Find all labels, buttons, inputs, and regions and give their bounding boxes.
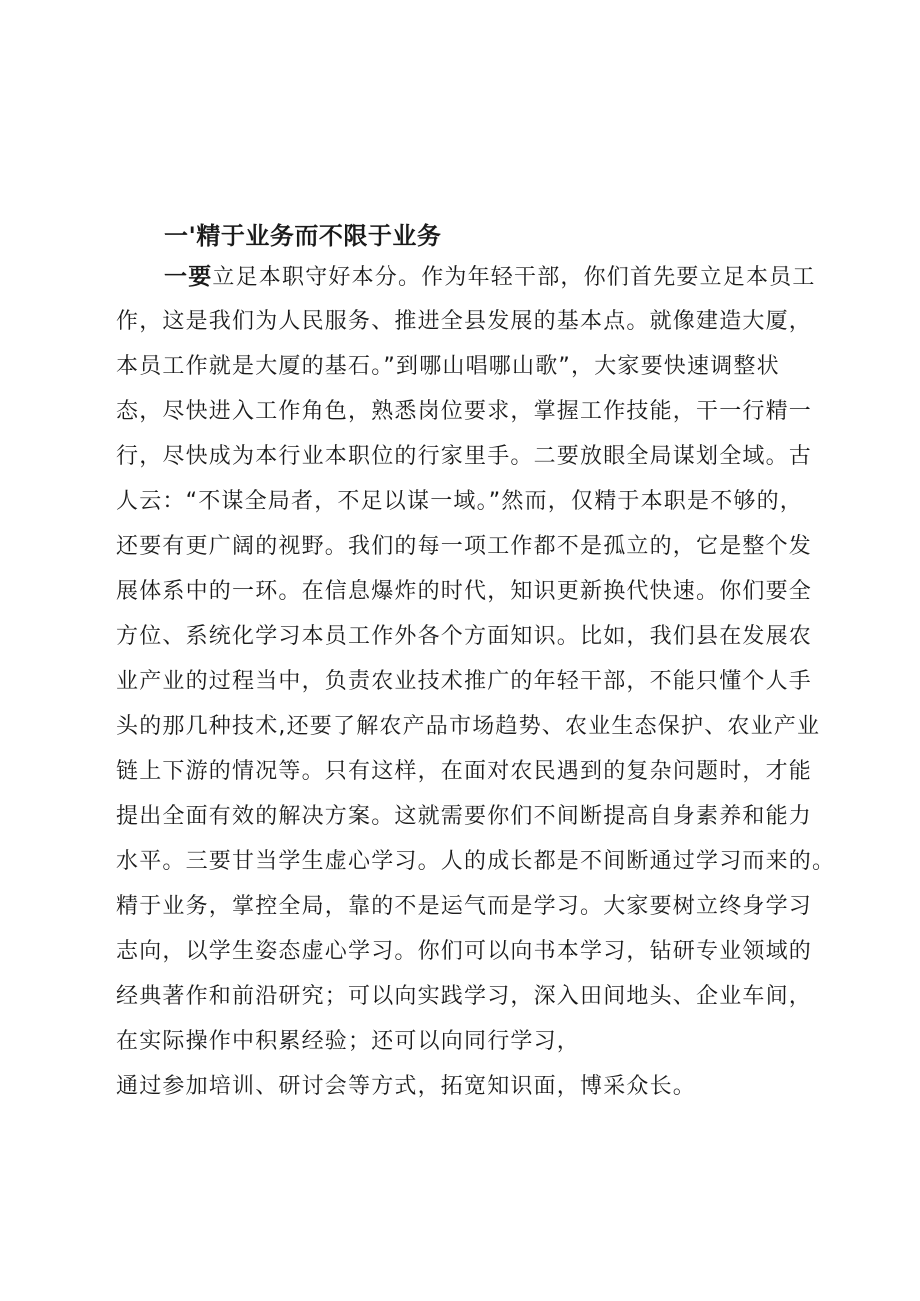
paragraph-line: 链上下游的情况等。只有这样，在面对农民遇到的复杂问题时，才能 (116, 759, 813, 784)
paragraph-line: 本员工作就是大厦的基石。”到哪山唱哪山歌”，大家要快速调整状 (116, 354, 780, 379)
paragraph-line: 态，尽快进入工作角色，熟悉岗位要求，掌握工作技能，干一行精一 (116, 399, 813, 424)
paragraph-line: 水平。三要甘当学生虚心学习。人的成长都是不间断通过学习而来的。 (116, 849, 836, 874)
line-text: 立足本职守好本分。作为年轻干部，你们首先要立足本员工 (212, 265, 816, 290)
paragraph-line: 精于业务，掌控全局，靠的不是运气而是学习。大家要树立终身学习 (116, 894, 813, 919)
paragraph-line: 经典著作和前沿研究；可以向实践学习，深入田间地头、企业车间， (116, 984, 813, 1009)
paragraph-line: 还要有更广阔的视野。我们的每一项工作都不是孤立的，它是整个发 (116, 534, 813, 559)
paragraph-line: 头的那几种技术,还要了解农产品市场趋势、农业生态保护、农业产业 (116, 714, 821, 739)
paragraph-line: 业产业的过程当中，负责农业技术推广的年轻干部，不能只懂个人手 (116, 669, 813, 694)
paragraph-line: 方位、系统化学习本员工作外各个方面知识。比如，我们县在发展农 (116, 624, 813, 649)
paragraph-line (164, 262, 816, 293)
paragraph-line: 在实际操作中积累经验；还可以向同行学习， (116, 1029, 581, 1054)
paragraph-line: 通过参加培训、研讨会等方式，拓宽知识面，博采众长。 (116, 1074, 697, 1099)
section-heading: 一'精于业务而不限于业务 (164, 222, 442, 250)
paragraph-line: 行，尽快成为本行业本职位的行家里手。二要放眼全局谋划全域。古 (116, 444, 813, 469)
paragraph-line: 作，这是我们为人民服务、推进全县发展的基本点。就像建造大厦， (116, 309, 813, 334)
lead-emphasis: 一要 (164, 264, 213, 290)
paragraph-line: 提出全面有效的解决方案。这就需要你们不间断提高自身素养和能力 (116, 804, 813, 829)
paragraph-line: 展体系中的一环。在信息爆炸的时代，知识更新换代快速。你们要全 (116, 579, 813, 604)
paragraph-line: 人云：“不谋全局者，不足以谋一域。”然而，仅精于本职是不够的， (116, 489, 803, 514)
paragraph-line: 志向，以学生姿态虚心学习。你们可以向书本学习，钻研专业领域的 (116, 939, 813, 964)
